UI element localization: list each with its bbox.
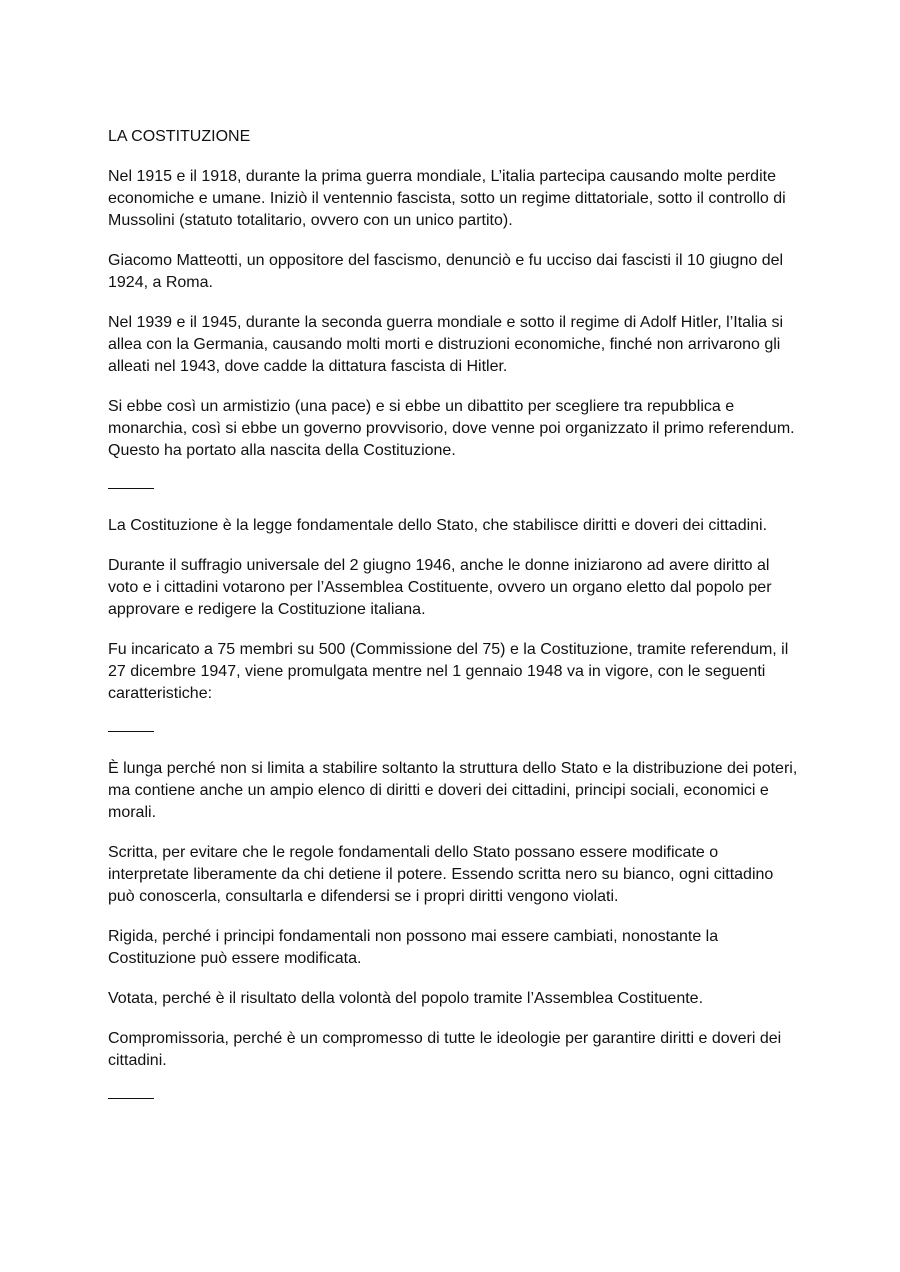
paragraph: Compromissoria, perché è un compromesso di tutte le ideologie per garantire diritti e doveri dei cittadini. bbox=[108, 1030, 782, 1069]
paragraph: Rigida, perché i principi fondamentali non possono mai essere cambiati, nonostante la Costituzione può essere modificata. bbox=[108, 928, 719, 967]
document-title: LA COSTITUZIONE bbox=[108, 128, 251, 145]
document-page bbox=[108, 126, 798, 1125]
section-divider bbox=[108, 488, 154, 489]
paragraph: È lunga perché non si limita a stabilire soltanto la struttura dello Stato e la distribuzione dei poteri, ma contiene anche un ampio elenco di diritti e doveri dei cittadini, principi sociali, economici e morali. bbox=[108, 760, 798, 821]
paragraph: Fu incaricato a 75 membri su 500 (Commissione del 75) e la Costituzione, tramite referendum, il 27 dicembre 1947, viene promulgata mentre nel 1 gennaio 1948 va in vigore, con le seguenti caratteristiche: bbox=[108, 641, 789, 702]
paragraph: Si ebbe così un armistizio (una pace) e si ebbe un dibattito per scegliere tra repubblica e monarchia, così si ebbe un governo provvisorio, dove venne poi organizzato il primo referendum. Questo ha portato alla nascita della Costituzione. bbox=[108, 398, 795, 459]
paragraph: La Costituzione è la legge fondamentale dello Stato, che stabilisce diritti e doveri dei cittadini. bbox=[108, 517, 768, 534]
section-divider bbox=[108, 1098, 154, 1099]
paragraph: Nel 1939 e il 1945, durante la seconda guerra mondiale e sotto il regime di Adolf Hitler, l’Italia si allea con la Germania, causando molti morti e distruzioni economiche, finché non arrivarono gli alleati nel 1943, dove cadde la dittatura fascista di Hitler. bbox=[108, 314, 784, 375]
paragraph: Durante il suffragio universale del 2 giugno 1946, anche le donne iniziarono ad avere diritto al voto e i cittadini votarono per l’Assemblea Costituente, ovvero un organo eletto dal popolo per approvare e redigere la Costituzione italiana. bbox=[108, 557, 772, 618]
paragraph: Giacomo Matteotti, un oppositore del fascismo, denunciò e fu ucciso dai fascisti il 10 giugno del 1924, a Roma. bbox=[108, 252, 784, 291]
paragraph: Scritta, per evitare che le regole fondamentali dello Stato possano essere modificate o interpretate liberamente da chi detiene il potere. Essendo scritta nero su bianco, ogni cittadino può conoscerla, consultarla e difendersi se i propri diritti vengono violati. bbox=[108, 844, 774, 905]
paragraph: Nel 1915 e il 1918, durante la prima guerra mondiale, L’italia partecipa causando molte perdite economiche e umane. Iniziò il ventennio fascista, sotto un regime dittatoriale, sotto il controllo di Mussolini (statuto totalitario, ovvero con un unico partito). bbox=[108, 168, 786, 229]
section-divider bbox=[108, 731, 154, 732]
paragraph: Votata, perché è il risultato della volontà del popolo tramite l’Assemblea Costituente. bbox=[108, 990, 704, 1007]
